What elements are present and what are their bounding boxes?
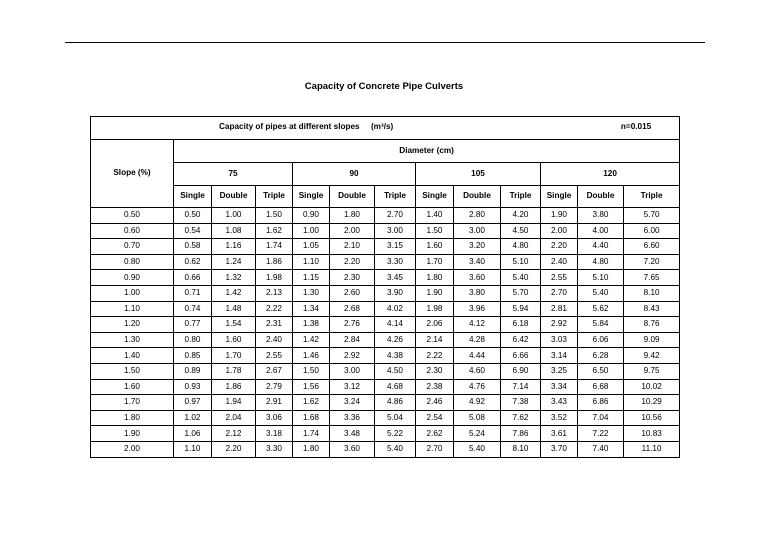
roughness-label: n=0.015 bbox=[620, 122, 652, 131]
capacity-cell: 3.45 bbox=[375, 270, 416, 286]
sub-header-single: Single bbox=[541, 186, 578, 208]
sub-header-double: Double bbox=[454, 186, 501, 208]
table-row bbox=[91, 270, 680, 286]
capacity-cell: 6.00 bbox=[624, 223, 680, 239]
capacity-cell: 0.71 bbox=[174, 285, 212, 301]
table-row bbox=[91, 379, 680, 395]
table-row bbox=[91, 441, 680, 457]
capacity-cell: 0.97 bbox=[174, 395, 212, 411]
capacity-cell: 1.74 bbox=[293, 426, 330, 442]
capacity-cell: 7.22 bbox=[578, 426, 624, 442]
capacity-cell: 4.00 bbox=[578, 223, 624, 239]
capacity-cell: 2.67 bbox=[256, 363, 293, 379]
capacity-cell: 5.84 bbox=[578, 317, 624, 333]
capacity-cell: 2.92 bbox=[541, 317, 578, 333]
top-rule bbox=[65, 42, 705, 43]
capacity-cell: 4.02 bbox=[375, 301, 416, 317]
capacity-cell: 5.40 bbox=[454, 441, 501, 457]
sub-header-triple: Triple bbox=[256, 186, 293, 208]
capacity-cell: 1.98 bbox=[416, 301, 454, 317]
capacity-cell: 1.42 bbox=[212, 285, 256, 301]
capacity-cell: 3.20 bbox=[454, 239, 501, 255]
table-row bbox=[91, 363, 680, 379]
capacity-cell: 7.40 bbox=[578, 441, 624, 457]
capacity-cell: 3.52 bbox=[541, 410, 578, 426]
capacity-cell: 1.62 bbox=[293, 395, 330, 411]
capacity-cell: 1.54 bbox=[212, 317, 256, 333]
capacity-cell: 7.62 bbox=[501, 410, 541, 426]
page-title: Capacity of Concrete Pipe Culverts bbox=[304, 81, 464, 92]
capacity-cell: 3.06 bbox=[256, 410, 293, 426]
capacity-cell: 3.48 bbox=[330, 426, 375, 442]
sub-header-row bbox=[91, 186, 680, 208]
capacity-cell: 4.50 bbox=[375, 363, 416, 379]
capacity-cell: 3.43 bbox=[541, 395, 578, 411]
slope-cell: 1.30 bbox=[91, 332, 174, 348]
capacity-cell: 0.85 bbox=[174, 348, 212, 364]
capacity-cell: 1.38 bbox=[293, 317, 330, 333]
capacity-cell: 2.62 bbox=[416, 426, 454, 442]
capacity-cell: 8.76 bbox=[624, 317, 680, 333]
slope-cell: 0.90 bbox=[91, 270, 174, 286]
sub-header-double: Double bbox=[212, 186, 256, 208]
capacity-cell: 7.86 bbox=[501, 426, 541, 442]
capacity-cell: 2.20 bbox=[330, 254, 375, 270]
capacity-cell: 6.50 bbox=[578, 363, 624, 379]
slope-cell: 0.60 bbox=[91, 223, 174, 239]
capacity-cell: 4.12 bbox=[454, 317, 501, 333]
slope-cell: 0.70 bbox=[91, 239, 174, 255]
capacity-cell: 3.40 bbox=[454, 254, 501, 270]
capacity-cell: 4.68 bbox=[375, 379, 416, 395]
capacity-cell: 7.65 bbox=[624, 270, 680, 286]
capacity-cell: 1.34 bbox=[293, 301, 330, 317]
capacity-cell: 1.90 bbox=[416, 285, 454, 301]
capacity-cell: 0.66 bbox=[174, 270, 212, 286]
capacity-cell: 2.54 bbox=[416, 410, 454, 426]
table-caption: Capacity of pipes at different slopes (m³/s) bbox=[219, 122, 394, 131]
capacity-cell: 2.55 bbox=[541, 270, 578, 286]
capacity-cell: 0.58 bbox=[174, 239, 212, 255]
capacity-cell: 1.86 bbox=[212, 379, 256, 395]
capacity-cell: 3.14 bbox=[541, 348, 578, 364]
table-row bbox=[91, 301, 680, 317]
slope-cell: 0.80 bbox=[91, 254, 174, 270]
capacity-cell: 5.40 bbox=[501, 270, 541, 286]
capacity-cell: 3.61 bbox=[541, 426, 578, 442]
capacity-cell: 1.98 bbox=[256, 270, 293, 286]
capacity-cell: 8.10 bbox=[624, 285, 680, 301]
capacity-cell: 2.68 bbox=[330, 301, 375, 317]
capacity-cell: 3.00 bbox=[330, 363, 375, 379]
capacity-cell: 6.86 bbox=[578, 395, 624, 411]
table-row bbox=[91, 223, 680, 239]
sub-header-double: Double bbox=[578, 186, 624, 208]
capacity-cell: 10.02 bbox=[624, 379, 680, 395]
capacity-cell: 2.81 bbox=[541, 301, 578, 317]
table-row bbox=[91, 317, 680, 333]
capacity-cell: 4.40 bbox=[578, 239, 624, 255]
capacity-cell: 1.30 bbox=[293, 285, 330, 301]
capacity-cell: 9.09 bbox=[624, 332, 680, 348]
capacity-cell: 1.06 bbox=[174, 426, 212, 442]
capacity-cell: 1.90 bbox=[541, 208, 578, 224]
capacity-cell: 6.90 bbox=[501, 363, 541, 379]
capacity-cell: 1.24 bbox=[212, 254, 256, 270]
capacity-cell: 2.40 bbox=[541, 254, 578, 270]
capacity-cell: 4.20 bbox=[501, 208, 541, 224]
diameter-105-header: 105 bbox=[416, 163, 541, 186]
capacity-cell: 2.22 bbox=[256, 301, 293, 317]
table-body bbox=[91, 208, 680, 458]
capacity-cell: 1.08 bbox=[212, 223, 256, 239]
capacity-cell: 2.00 bbox=[330, 223, 375, 239]
capacity-cell: 3.70 bbox=[541, 441, 578, 457]
table-row bbox=[91, 348, 680, 364]
capacity-cell: 3.36 bbox=[330, 410, 375, 426]
capacity-cell: 2.00 bbox=[541, 223, 578, 239]
culvert-capacity-table bbox=[90, 116, 680, 458]
capacity-cell: 1.42 bbox=[293, 332, 330, 348]
capacity-cell: 6.06 bbox=[578, 332, 624, 348]
capacity-cell: 2.60 bbox=[330, 285, 375, 301]
capacity-cell: 2.30 bbox=[416, 363, 454, 379]
capacity-cell: 2.04 bbox=[212, 410, 256, 426]
diameter-header: Diameter (cm) bbox=[174, 140, 680, 163]
capacity-cell: 5.70 bbox=[501, 285, 541, 301]
sub-header-triple: Triple bbox=[624, 186, 680, 208]
capacity-cell: 3.90 bbox=[375, 285, 416, 301]
capacity-cell: 3.30 bbox=[375, 254, 416, 270]
capacity-cell: 5.10 bbox=[578, 270, 624, 286]
capacity-cell: 5.08 bbox=[454, 410, 501, 426]
capacity-cell: 11.10 bbox=[624, 441, 680, 457]
capacity-cell: 3.18 bbox=[256, 426, 293, 442]
table-row bbox=[91, 208, 680, 224]
capacity-cell: 2.80 bbox=[454, 208, 501, 224]
slope-cell: 1.20 bbox=[91, 317, 174, 333]
capacity-cell: 4.38 bbox=[375, 348, 416, 364]
capacity-cell: 1.46 bbox=[293, 348, 330, 364]
capacity-cell: 5.62 bbox=[578, 301, 624, 317]
capacity-cell: 1.05 bbox=[293, 239, 330, 255]
capacity-cell: 4.80 bbox=[501, 239, 541, 255]
capacity-cell: 1.50 bbox=[256, 208, 293, 224]
capacity-cell: 1.74 bbox=[256, 239, 293, 255]
slope-cell: 1.10 bbox=[91, 301, 174, 317]
slope-header: Slope (%) bbox=[91, 140, 174, 208]
table-row bbox=[91, 410, 680, 426]
capacity-cell: 0.80 bbox=[174, 332, 212, 348]
capacity-cell: 3.60 bbox=[330, 441, 375, 457]
capacity-cell: 2.76 bbox=[330, 317, 375, 333]
capacity-cell: 2.91 bbox=[256, 395, 293, 411]
table-row bbox=[91, 254, 680, 270]
capacity-cell: 2.70 bbox=[541, 285, 578, 301]
capacity-cell: 1.48 bbox=[212, 301, 256, 317]
capacity-cell: 1.80 bbox=[416, 270, 454, 286]
capacity-cell: 3.03 bbox=[541, 332, 578, 348]
capacity-cell: 3.12 bbox=[330, 379, 375, 395]
sub-header-double: Double bbox=[330, 186, 375, 208]
capacity-cell: 5.24 bbox=[454, 426, 501, 442]
capacity-cell: 0.93 bbox=[174, 379, 212, 395]
capacity-cell: 1.00 bbox=[212, 208, 256, 224]
sub-header-triple: Triple bbox=[501, 186, 541, 208]
capacity-cell: 0.50 bbox=[174, 208, 212, 224]
capacity-cell: 5.40 bbox=[578, 285, 624, 301]
capacity-cell: 1.80 bbox=[293, 441, 330, 457]
capacity-cell: 2.38 bbox=[416, 379, 454, 395]
capacity-cell: 2.46 bbox=[416, 395, 454, 411]
capacity-cell: 3.34 bbox=[541, 379, 578, 395]
capacity-cell: 3.00 bbox=[454, 223, 501, 239]
capacity-cell: 0.89 bbox=[174, 363, 212, 379]
capacity-cell: 9.75 bbox=[624, 363, 680, 379]
capacity-cell: 3.00 bbox=[375, 223, 416, 239]
capacity-cell: 2.31 bbox=[256, 317, 293, 333]
diameter-120-header: 120 bbox=[541, 163, 680, 186]
capacity-cell: 4.80 bbox=[578, 254, 624, 270]
capacity-cell: 4.76 bbox=[454, 379, 501, 395]
table-row bbox=[91, 395, 680, 411]
capacity-cell: 1.78 bbox=[212, 363, 256, 379]
capacity-cell: 4.26 bbox=[375, 332, 416, 348]
capacity-cell: 7.38 bbox=[501, 395, 541, 411]
slope-cell: 1.70 bbox=[91, 395, 174, 411]
capacity-cell: 6.60 bbox=[624, 239, 680, 255]
capacity-cell: 1.40 bbox=[416, 208, 454, 224]
capacity-cell: 0.90 bbox=[293, 208, 330, 224]
table-caption-row bbox=[91, 117, 680, 140]
capacity-cell: 5.22 bbox=[375, 426, 416, 442]
capacity-cell: 4.14 bbox=[375, 317, 416, 333]
capacity-cell: 5.94 bbox=[501, 301, 541, 317]
capacity-cell: 1.62 bbox=[256, 223, 293, 239]
capacity-cell: 2.84 bbox=[330, 332, 375, 348]
diameter-75-header: 75 bbox=[174, 163, 293, 186]
capacity-cell: 6.42 bbox=[501, 332, 541, 348]
slope-cell: 1.50 bbox=[91, 363, 174, 379]
capacity-cell: 10.56 bbox=[624, 410, 680, 426]
capacity-cell: 1.70 bbox=[212, 348, 256, 364]
capacity-cell: 0.54 bbox=[174, 223, 212, 239]
capacity-cell: 2.70 bbox=[416, 441, 454, 457]
capacity-cell: 2.70 bbox=[375, 208, 416, 224]
slope-cell: 1.00 bbox=[91, 285, 174, 301]
capacity-cell: 2.12 bbox=[212, 426, 256, 442]
capacity-cell: 1.86 bbox=[256, 254, 293, 270]
capacity-cell: 10.29 bbox=[624, 395, 680, 411]
capacity-cell: 2.40 bbox=[256, 332, 293, 348]
capacity-cell: 2.14 bbox=[416, 332, 454, 348]
capacity-cell: 5.04 bbox=[375, 410, 416, 426]
slope-cell: 0.50 bbox=[91, 208, 174, 224]
sub-header-single: Single bbox=[416, 186, 454, 208]
capacity-cell: 0.74 bbox=[174, 301, 212, 317]
capacity-cell: 7.04 bbox=[578, 410, 624, 426]
capacity-cell: 3.96 bbox=[454, 301, 501, 317]
capacity-cell: 1.60 bbox=[212, 332, 256, 348]
capacity-cell: 0.62 bbox=[174, 254, 212, 270]
capacity-cell: 10.83 bbox=[624, 426, 680, 442]
capacity-cell: 2.55 bbox=[256, 348, 293, 364]
capacity-cell: 1.00 bbox=[293, 223, 330, 239]
capacity-cell: 4.28 bbox=[454, 332, 501, 348]
capacity-cell: 7.20 bbox=[624, 254, 680, 270]
capacity-cell: 1.15 bbox=[293, 270, 330, 286]
capacity-cell: 4.86 bbox=[375, 395, 416, 411]
capacity-cell: 1.50 bbox=[293, 363, 330, 379]
capacity-cell: 2.30 bbox=[330, 270, 375, 286]
capacity-cell: 1.02 bbox=[174, 410, 212, 426]
capacity-cell: 3.80 bbox=[578, 208, 624, 224]
capacity-cell: 2.92 bbox=[330, 348, 375, 364]
sub-header-single: Single bbox=[293, 186, 330, 208]
capacity-cell: 1.10 bbox=[174, 441, 212, 457]
capacity-cell: 8.10 bbox=[501, 441, 541, 457]
capacity-cell: 6.66 bbox=[501, 348, 541, 364]
capacity-cell: 3.25 bbox=[541, 363, 578, 379]
capacity-cell: 2.20 bbox=[541, 239, 578, 255]
capacity-cell: 2.22 bbox=[416, 348, 454, 364]
capacity-cell: 1.60 bbox=[416, 239, 454, 255]
table-row bbox=[91, 285, 680, 301]
capacity-cell: 1.50 bbox=[416, 223, 454, 239]
capacity-cell: 5.70 bbox=[624, 208, 680, 224]
table-row bbox=[91, 239, 680, 255]
capacity-cell: 2.10 bbox=[330, 239, 375, 255]
capacity-cell: 3.15 bbox=[375, 239, 416, 255]
capacity-cell: 1.32 bbox=[212, 270, 256, 286]
slope-cell: 2.00 bbox=[91, 441, 174, 457]
slope-cell: 1.60 bbox=[91, 379, 174, 395]
capacity-cell: 7.14 bbox=[501, 379, 541, 395]
capacity-cell: 2.06 bbox=[416, 317, 454, 333]
capacity-cell: 3.30 bbox=[256, 441, 293, 457]
capacity-cell: 3.24 bbox=[330, 395, 375, 411]
slope-cell: 1.80 bbox=[91, 410, 174, 426]
capacity-cell: 3.60 bbox=[454, 270, 501, 286]
capacity-cell: 5.10 bbox=[501, 254, 541, 270]
capacity-cell: 6.68 bbox=[578, 379, 624, 395]
capacity-cell: 1.56 bbox=[293, 379, 330, 395]
capacity-cell: 2.20 bbox=[212, 441, 256, 457]
sub-header-triple: Triple bbox=[375, 186, 416, 208]
capacity-cell: 1.68 bbox=[293, 410, 330, 426]
capacity-cell: 4.50 bbox=[501, 223, 541, 239]
capacity-cell: 5.40 bbox=[375, 441, 416, 457]
capacity-cell: 9.42 bbox=[624, 348, 680, 364]
capacity-cell: 0.77 bbox=[174, 317, 212, 333]
capacity-cell: 4.44 bbox=[454, 348, 501, 364]
table-row bbox=[91, 426, 680, 442]
sub-header-single: Single bbox=[174, 186, 212, 208]
capacity-cell: 4.60 bbox=[454, 363, 501, 379]
capacity-cell: 4.92 bbox=[454, 395, 501, 411]
capacity-cell: 6.28 bbox=[578, 348, 624, 364]
capacity-cell: 1.80 bbox=[330, 208, 375, 224]
capacity-cell: 2.79 bbox=[256, 379, 293, 395]
capacity-cell: 1.70 bbox=[416, 254, 454, 270]
capacity-cell: 2.13 bbox=[256, 285, 293, 301]
capacity-cell: 1.10 bbox=[293, 254, 330, 270]
slope-cell: 1.90 bbox=[91, 426, 174, 442]
table-row bbox=[91, 332, 680, 348]
capacity-cell: 6.18 bbox=[501, 317, 541, 333]
capacity-cell: 8.43 bbox=[624, 301, 680, 317]
diameter-90-header: 90 bbox=[293, 163, 416, 186]
slope-cell: 1.40 bbox=[91, 348, 174, 364]
capacity-cell: 3.80 bbox=[454, 285, 501, 301]
capacity-cell: 1.16 bbox=[212, 239, 256, 255]
capacity-cell: 1.94 bbox=[212, 395, 256, 411]
